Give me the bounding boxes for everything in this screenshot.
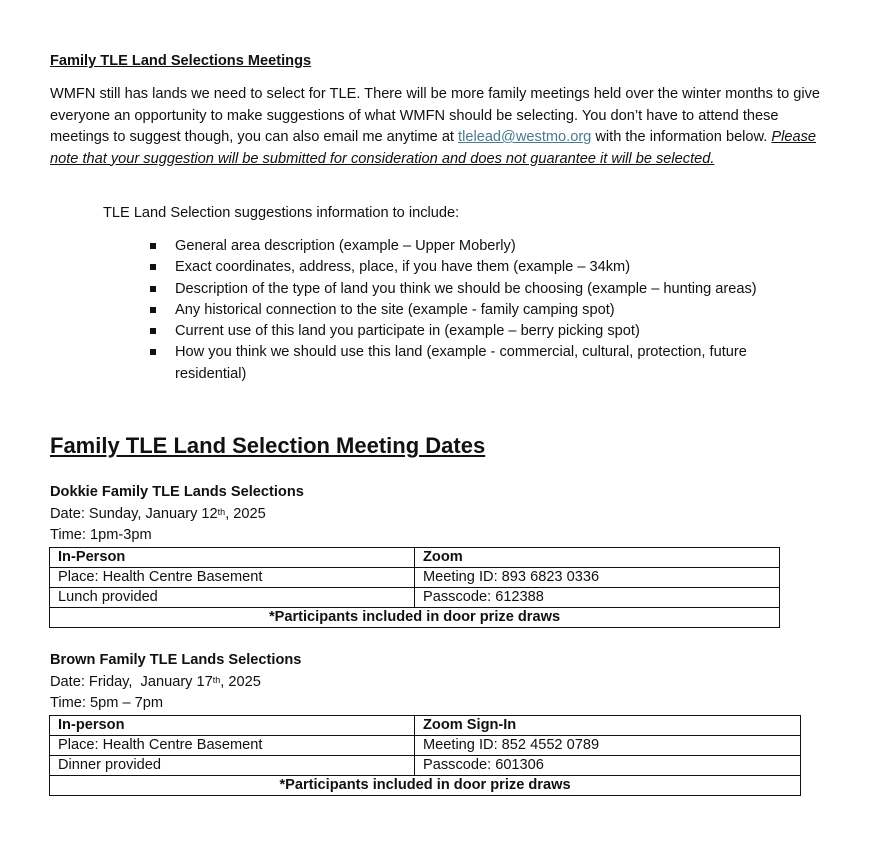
list-item-text: Any historical connection to the site (example - family camping spot) <box>175 301 615 318</box>
meeting-table-dokkie <box>49 547 780 628</box>
table-row <box>50 736 801 756</box>
in-person-header: In-Person <box>50 548 415 568</box>
door-prize-note: *Participants included in door prize draws <box>50 608 780 628</box>
section-title: Family TLE Land Selection Meeting Dates <box>50 433 486 458</box>
date-ordinal: th <box>212 675 221 685</box>
meeting-date-dokkie <box>50 504 266 525</box>
list-item-text: General area description (example – Upper Moberly) <box>175 238 516 254</box>
meeting-id-cell: Meeting ID: 852 4552 0789 <box>415 736 801 756</box>
table-row <box>50 776 801 796</box>
list-item <box>148 279 808 300</box>
list-item <box>148 300 808 321</box>
table-row <box>50 716 801 736</box>
zoom-header: Zoom Sign-In <box>415 716 801 736</box>
passcode-cell: Passcode: 612388 <box>415 588 780 608</box>
square-bullet-icon <box>150 264 156 270</box>
list-item-text: Exact coordinates, address, place, if you have them (example – 34km) <box>175 259 631 276</box>
square-bullet-icon <box>150 349 156 355</box>
document-heading: Family TLE Land Selections Meetings <box>50 53 312 69</box>
square-bullet-icon <box>150 286 156 292</box>
meeting-table-brown <box>49 715 801 796</box>
date-text: Date: Sunday, January 12 <box>50 506 218 522</box>
place-cell: Place: Health Centre Basement <box>50 568 415 588</box>
meal-cell: Lunch provided <box>50 588 415 608</box>
list-item <box>148 342 808 385</box>
table-row <box>50 608 780 628</box>
date-ordinal: th <box>217 507 226 517</box>
zoom-header: Zoom <box>415 548 780 568</box>
list-item <box>148 257 808 278</box>
in-person-header: In-person <box>50 716 415 736</box>
table-row <box>50 756 801 776</box>
disclaimer-note: Please note that your suggestion will be submitted for consideration and does not guarantee it will be selected. <box>50 129 817 167</box>
list-item-text: How you think we should use this land (example - commercial, cultural, protection, future residential) <box>175 344 747 382</box>
date-year: , 2025 <box>225 506 266 522</box>
list-item <box>148 321 808 342</box>
meeting-title-dokkie: Dokkie Family TLE Lands Selections <box>50 484 304 500</box>
door-prize-note: *Participants included in door prize draws <box>50 776 801 796</box>
intro-paragraph <box>50 84 840 170</box>
meal-cell: Dinner provided <box>50 756 415 776</box>
meeting-time-brown: Time: 5pm – 7pm <box>50 695 164 711</box>
square-bullet-icon <box>150 307 156 313</box>
passcode-cell: Passcode: 601306 <box>415 756 801 776</box>
paragraph-text-after-link: with the information below. <box>591 129 772 145</box>
list-item <box>148 236 808 257</box>
square-bullet-icon <box>150 243 156 249</box>
email-link[interactable]: tlelead@westmo.org <box>458 129 592 145</box>
table-row <box>50 548 780 568</box>
meeting-time-dokkie: Time: 1pm-3pm <box>50 527 152 543</box>
meeting-date-brown <box>50 672 261 693</box>
table-row <box>50 568 780 588</box>
suggestions-list <box>148 236 808 385</box>
date-year: , 2025 <box>220 674 261 690</box>
suggestions-intro: TLE Land Selection suggestions information to include: <box>103 205 460 221</box>
list-item-text: Current use of this land you participate in (example – berry picking spot) <box>175 323 640 340</box>
table-row <box>50 588 780 608</box>
place-cell: Place: Health Centre Basement <box>50 736 415 756</box>
paragraph-text: WMFN still has lands we need to select for TLE. There will be more family meetings held over the winter months to give everyone an opportunity to make suggestions of what WMFN should be selecting. You don’t have to attend these meetings to suggest though, you can also email me anytime at <box>50 86 821 145</box>
date-text: Date: Friday, January 17 <box>50 674 213 690</box>
square-bullet-icon <box>150 328 156 334</box>
meeting-id-cell: Meeting ID: 893 6823 0336 <box>415 568 780 588</box>
list-item-text: Description of the type of land you think we should be choosing (example – hunting areas) <box>175 280 757 297</box>
meeting-title-brown: Brown Family TLE Lands Selections <box>50 652 302 668</box>
